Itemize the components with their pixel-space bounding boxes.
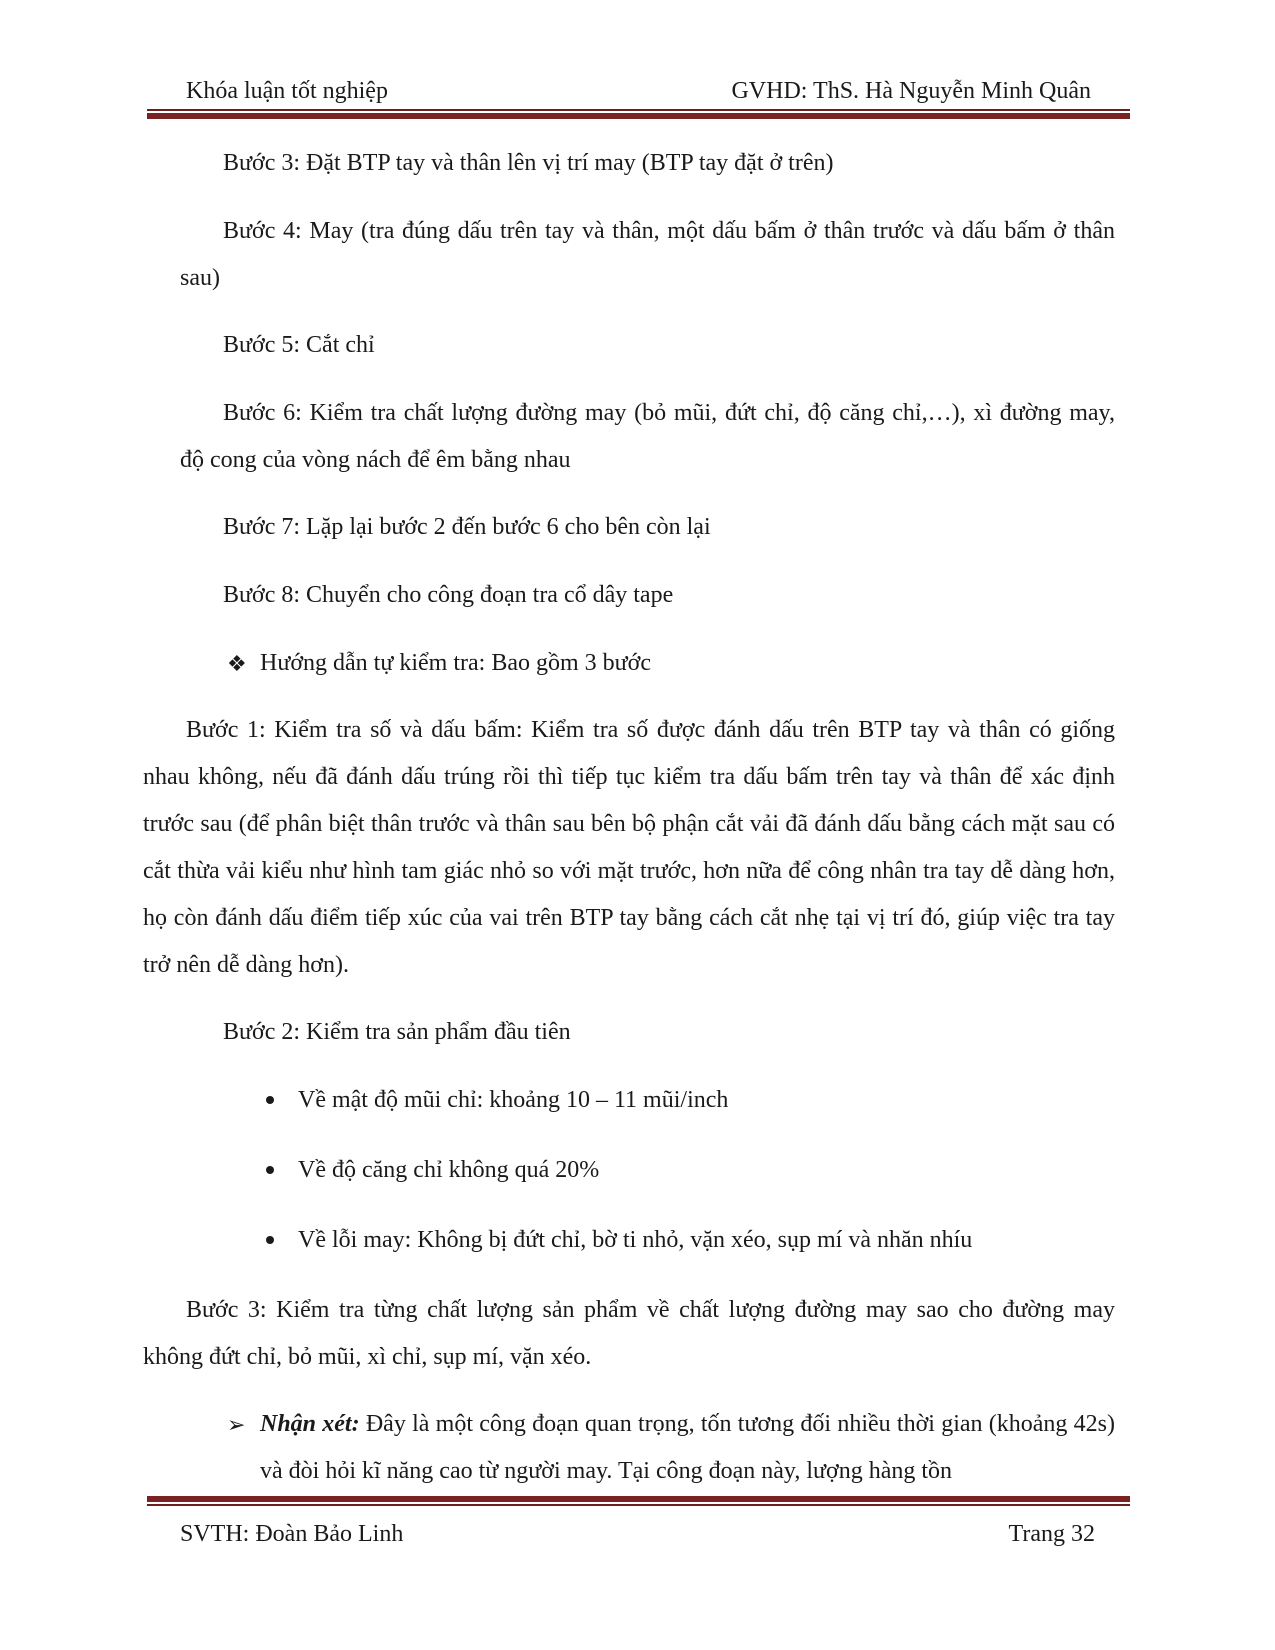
remark-text: Đây là một công đoạn quan trọng, tốn tương đối nhiều thời gian (khoảng 42s) và đòi hỏi kĩ năng cao từ người may. Tại công đoạn này, lượng hàng tồn xyxy=(260,1411,1115,1484)
self-check-heading xyxy=(180,640,1115,687)
bullet-dot-icon xyxy=(266,1236,274,1244)
header-rule-thick xyxy=(147,113,1130,119)
paragraph-step6-check: Bước 6: Kiểm tra chất lượng đường may (bỏ mũi, đứt chỉ, độ căng chỉ,…), xì đường may, độ cong của vòng nách để êm bằng nhau xyxy=(180,400,1115,473)
remark-paragraph xyxy=(180,1401,1115,1495)
list-item: Về độ căng chỉ không quá 20% xyxy=(180,1147,1115,1194)
header-advisor: GVHD: ThS. Hà Nguyễn Minh Quân xyxy=(731,78,1091,104)
footer-rule-thin xyxy=(147,1504,1130,1506)
header-rule-thin xyxy=(147,109,1130,111)
paragraph-check2: Bước 2: Kiểm tra sản phẩm đầu tiên xyxy=(223,1019,571,1045)
footer-rule-thick xyxy=(147,1496,1130,1502)
paragraph-check3: Bước 3: Kiểm tra từng chất lượng sản phẩm về chất lượng đường may sao cho đường may không đứt chỉ, bỏ mũi, xì chỉ, sụp mí, vặn xéo. xyxy=(143,1297,1115,1370)
bullet-dot-icon xyxy=(266,1166,274,1174)
check2-criteria-list xyxy=(180,1077,1115,1264)
header-title: Khóa luận tốt nghiệp xyxy=(186,78,388,104)
paragraph-step8-transfer: Bước 8: Chuyển cho công đoạn tra cổ dây tape xyxy=(223,582,674,608)
self-check-title: Hướng dẫn tự kiểm tra: Bao gồm 3 bước xyxy=(260,650,652,676)
page-number: Trang 32 xyxy=(1008,1521,1095,1547)
list-item: Về lỗi may: Không bị đứt chỉ, bờ ti nhỏ, vặn xéo, sụp mí và nhăn nhíu xyxy=(180,1217,1115,1264)
diamond-bullet-icon: ❖ xyxy=(227,651,247,676)
paragraph-step4-sew: Bước 4: May (tra đúng dấu trên tay và thân, một dấu bấm ở thân trước và dấu bấm ở thân sau) xyxy=(180,218,1115,291)
page-body xyxy=(143,140,1115,1495)
paragraph-check1: Bước 1: Kiểm tra số và dấu bấm: Kiểm tra số được đánh dấu trên BTP tay và thân có giống nhau không, nếu đã đánh dấu trúng rồi thì tiếp tục kiểm tra dấu bấm trên tay và thân để xác định trước sau (để phân biệt thân trước và thân sau bên bộ phận cắt vải đã đánh dấu bằng cách mặt sau có cắt thừa vải kiểu như hình tam giác nhỏ so với mặt trước, hơn nữa để công nhân tra tay dễ dàng hơn, họ còn đánh dấu điểm tiếp xúc của vai trên BTP tay bằng cách cắt nhẹ tại vị trí đó, giúp việc tra tay trở nên dễ dàng hơn). xyxy=(143,717,1115,978)
footer-student: SVTH: Đoàn Bảo Linh xyxy=(180,1521,404,1547)
list-item: Về mật độ mũi chỉ: khoảng 10 – 11 mũi/inch xyxy=(180,1077,1115,1124)
arrow-bullet-icon: ➢ xyxy=(227,1412,246,1437)
paragraph-step7-repeat: Bước 7: Lặp lại bước 2 đến bước 6 cho bên còn lại xyxy=(223,514,711,540)
bullet-dot-icon xyxy=(266,1096,274,1104)
remark-label: Nhận xét: xyxy=(260,1411,360,1437)
paragraph-step3-place: Bước 3: Đặt BTP tay và thân lên vị trí may (BTP tay đặt ở trên) xyxy=(223,150,834,176)
paragraph-step5-cut: Bước 5: Cắt chỉ xyxy=(223,332,375,358)
